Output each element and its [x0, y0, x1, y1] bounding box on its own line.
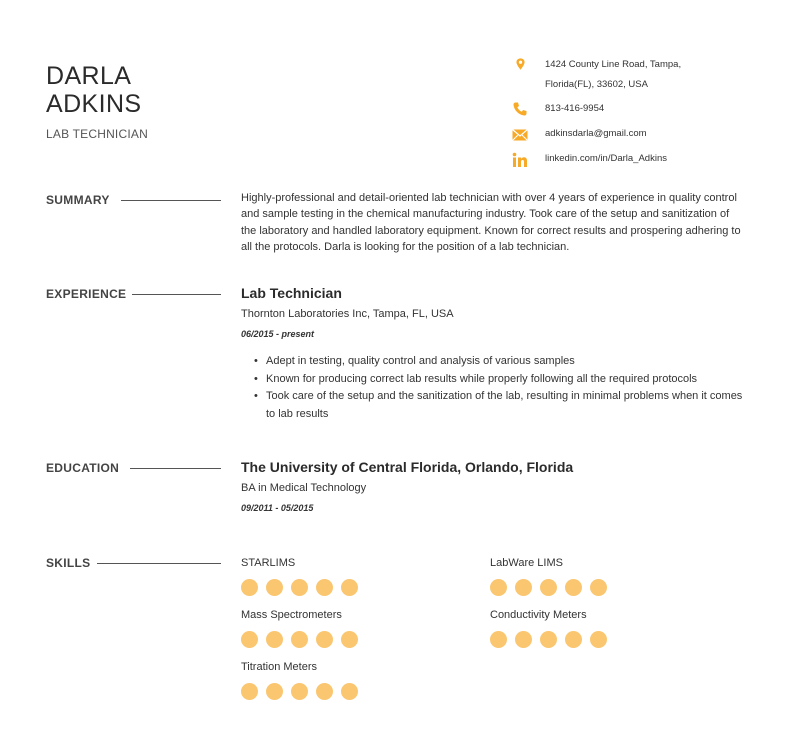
skills-heading: SKILLS	[46, 556, 91, 570]
experience-divider	[132, 294, 221, 295]
list-item: • Took care of the setup and the sanitization of the lab, resulting in minimal problems when it comes to lab results	[254, 388, 744, 423]
rating-dot	[341, 579, 358, 596]
skill-name: LabWare LIMS	[490, 557, 563, 569]
rating-dot	[316, 683, 333, 700]
summary-divider	[121, 200, 221, 201]
rating-dot	[565, 631, 582, 648]
contact-phone	[512, 99, 604, 119]
job-dates: 06/2015 - present	[241, 329, 315, 339]
rating-dot	[515, 631, 532, 648]
summary-text: Highly-professional and detail-oriented lab technician with over 4 years of experience in quality control and sample testing in the chemical manufacturing industry. Took care of the setup and sanitization of the laboratory and handled laboratory equipment. Known for correct results and prospering adhering to all the protocols. Darla is looking for the position of a lab technician.	[241, 192, 741, 253]
skill-item	[241, 608, 358, 648]
rating-dot	[540, 631, 557, 648]
rating-dot	[241, 579, 258, 596]
skill-name: STARLIMS	[241, 557, 296, 569]
skill-rating	[490, 579, 607, 596]
rating-dot	[590, 631, 607, 648]
address-line-1: 1424 County Line Road, Tampa,	[545, 59, 682, 70]
skills-divider	[97, 563, 221, 564]
address-line-2: Florida(FL), 33602, USA	[545, 79, 648, 90]
experience-heading: EXPERIENCE	[46, 287, 127, 301]
contact-address	[512, 55, 765, 95]
skill-item	[241, 660, 358, 700]
education-divider	[130, 468, 221, 469]
email-icon	[512, 127, 528, 143]
rating-dot	[241, 631, 258, 648]
education-dates: 09/2011 - 05/2015	[241, 503, 314, 513]
rating-dot	[291, 579, 308, 596]
rating-dot	[490, 579, 507, 596]
rating-dot	[490, 631, 507, 648]
list-item: • Known for producing correct lab results while properly following all the required protocols	[254, 371, 744, 389]
rating-dot	[565, 579, 582, 596]
school-name: The University of Central Florida, Orlando, Florida	[241, 459, 574, 475]
rating-dot	[341, 631, 358, 648]
rating-dot	[266, 579, 283, 596]
candidate-name	[46, 62, 306, 118]
phone-icon	[512, 101, 528, 117]
skill-name: Titration Meters	[241, 661, 318, 673]
linkedin-url[interactable]: linkedin.com/in/Darla_Adkins	[545, 153, 667, 164]
phone-number: 813-416-9954	[545, 103, 605, 114]
rating-dot	[590, 579, 607, 596]
contact-linkedin	[512, 149, 667, 169]
skill-name: Conductivity Meters	[490, 609, 587, 621]
rating-dot	[291, 683, 308, 700]
job-title: Lab Technician	[241, 285, 342, 301]
skill-item	[490, 556, 607, 596]
job-role: LAB TECHNICIAN	[46, 127, 148, 141]
skill-item	[490, 608, 607, 648]
job-company: Thornton Laboratories Inc, Tampa, FL, USA	[241, 308, 454, 320]
skill-rating	[241, 579, 358, 596]
linkedin-icon	[512, 152, 528, 168]
skill-rating	[490, 631, 607, 648]
degree: BA in Medical Technology	[241, 482, 367, 494]
location-pin-icon	[514, 57, 527, 71]
last-name: ADKINS	[46, 90, 142, 118]
contact-email	[512, 124, 647, 144]
rating-dot	[540, 579, 557, 596]
rating-dot	[316, 631, 333, 648]
rating-dot	[316, 579, 333, 596]
rating-dot	[291, 631, 308, 648]
list-item: • Adept in testing, quality control and analysis of various samples	[254, 353, 744, 371]
rating-dot	[266, 631, 283, 648]
rating-dot	[241, 683, 258, 700]
education-heading: EDUCATION	[46, 461, 120, 475]
summary-heading: SUMMARY	[46, 193, 110, 207]
skill-item	[241, 556, 358, 596]
email-address[interactable]: adkinsdarla@gmail.com	[545, 128, 647, 139]
first-name: DARLA	[46, 62, 132, 90]
rating-dot	[266, 683, 283, 700]
skill-rating	[241, 683, 358, 700]
rating-dot	[515, 579, 532, 596]
rating-dot	[341, 683, 358, 700]
skill-name: Mass Spectrometers	[241, 609, 342, 621]
skill-rating	[241, 631, 358, 648]
job-bullets	[254, 353, 744, 423]
